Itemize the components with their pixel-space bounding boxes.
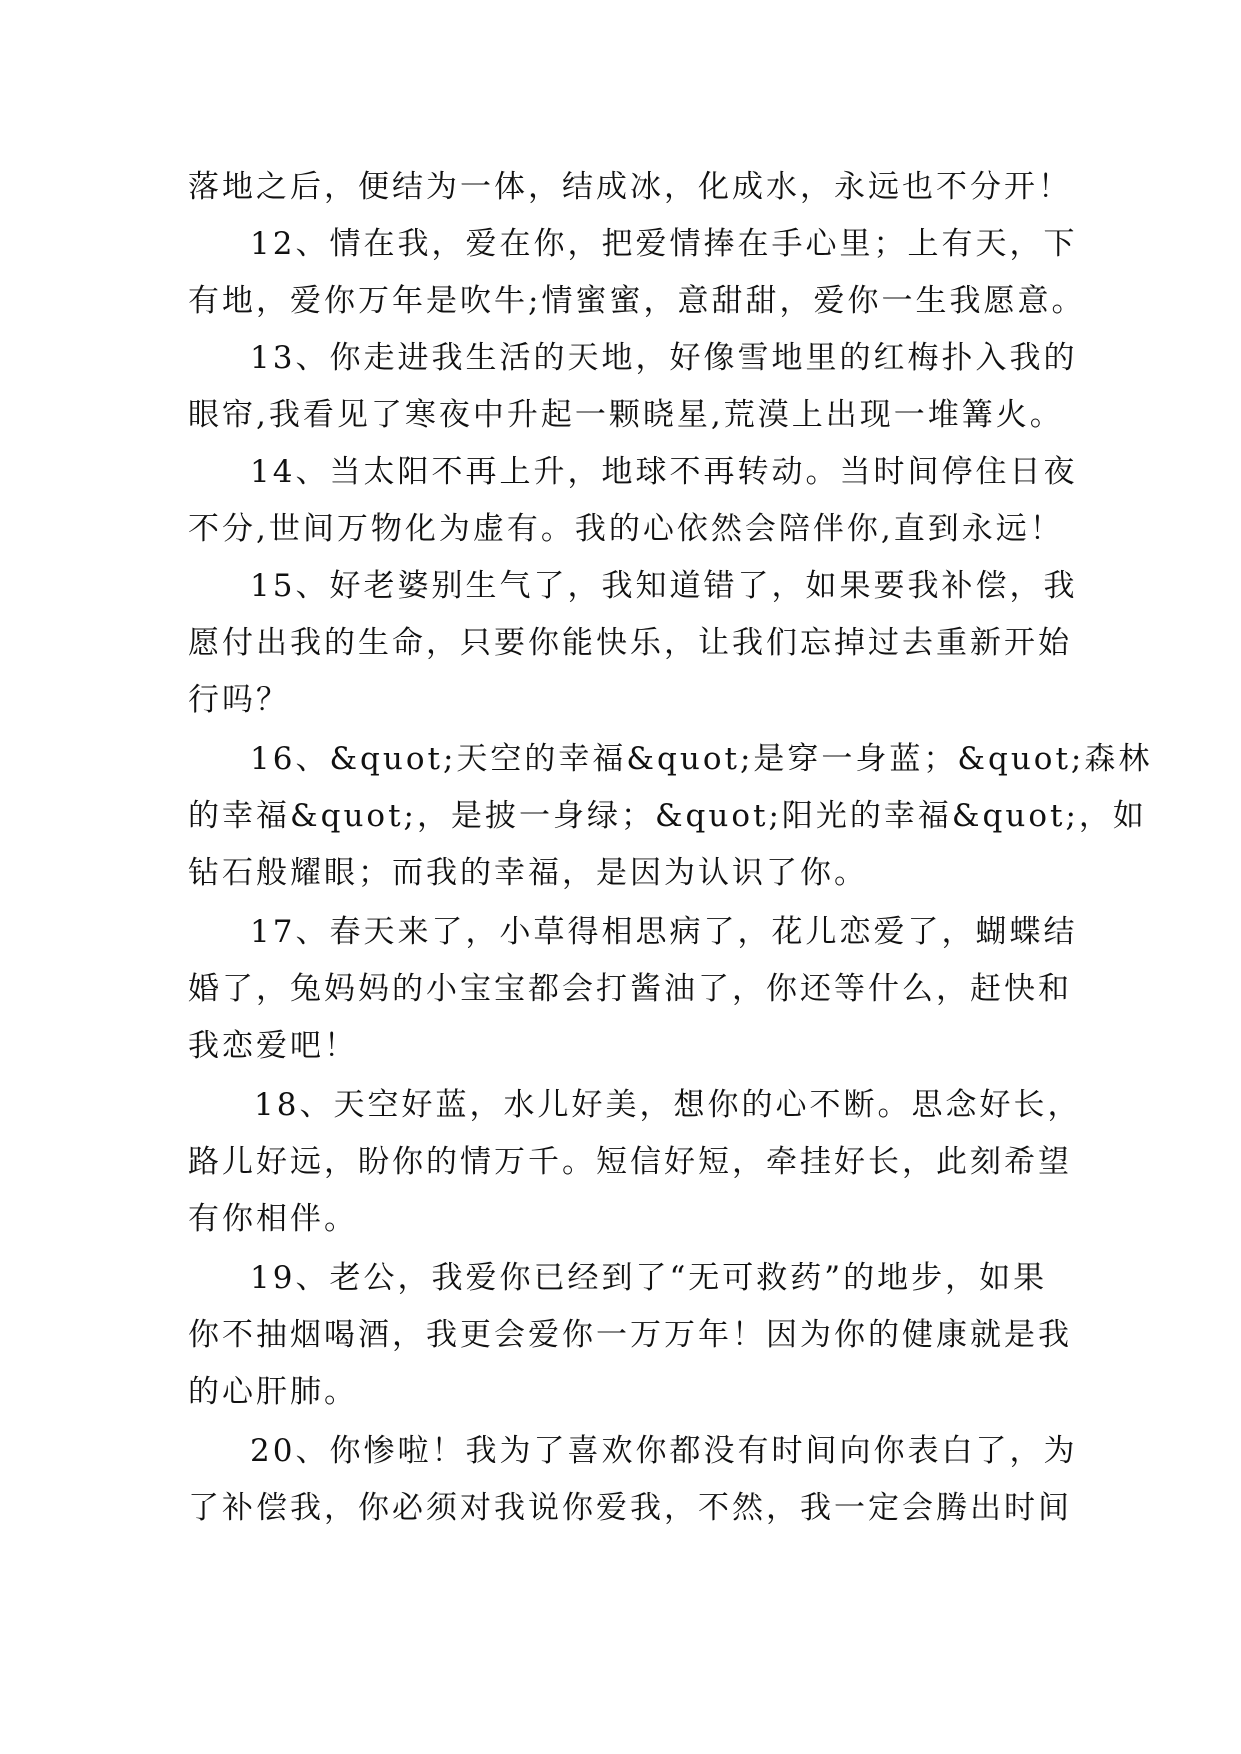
- text-line: 的心肝肺。: [188, 1374, 358, 1410]
- text-line: 不分,世间万物化为虚有。我的心依然会陪伴你,直到永远！: [188, 511, 1064, 547]
- text-line: 16、&quot;天空的幸福&quot;是穿一身蓝；&quot;森林: [250, 741, 1153, 777]
- text-line: 了补偿我，你必须对我说你爱我，不然，我一定会腾出时间: [188, 1490, 1072, 1526]
- text-line: 你不抽烟喝酒，我更会爱你一万万年！因为你的健康就是我: [188, 1317, 1072, 1353]
- text-line: 的幸福&quot;，是披一身绿；&quot;阳光的幸福&quot;，如: [188, 798, 1147, 834]
- text-line: 15、好老婆别生气了，我知道错了，如果要我补偿，我: [250, 568, 1078, 604]
- text-line: 行吗？: [188, 682, 290, 718]
- text-line: 眼帘,我看见了寒夜中升起一颗晓星,荒漠上出现一堆篝火。: [188, 397, 1064, 433]
- text-line: 20、你惨啦！我为了喜欢你都没有时间向你表白了，为: [250, 1433, 1078, 1469]
- text-line: 有地，爱你万年是吹牛;情蜜蜜，意甜甜，爱你一生我愿意。: [188, 283, 1086, 319]
- text-line: 12、情在我，爱在你，把爱情捧在手心里；上有天，下: [250, 226, 1078, 262]
- text-line: 我恋爱吧！: [188, 1028, 358, 1064]
- text-line: 14、当太阳不再上升，地球不再转动。当时间停住日夜: [250, 454, 1078, 490]
- text-line: 婚了，兔妈妈的小宝宝都会打酱油了，你还等什么，赶快和: [188, 971, 1072, 1007]
- text-line: 钻石般耀眼；而我的幸福，是因为认识了你。: [188, 855, 868, 891]
- text-line: 17、春天来了，小草得相思病了，花儿恋爱了，蝴蝶结: [250, 914, 1078, 950]
- text-line: 13、你走进我生活的天地，好像雪地里的红梅扑入我的: [250, 340, 1078, 376]
- text-line: 路儿好远，盼你的情万千。短信好短，牵挂好长，此刻希望: [188, 1144, 1072, 1180]
- text-line: 愿付出我的生命，只要你能快乐，让我们忘掉过去重新开始: [188, 625, 1072, 661]
- text-line: 有你相伴。: [188, 1201, 358, 1237]
- text-line: 落地之后，便结为一体，结成冰，化成水，永远也不分开！: [188, 169, 1072, 205]
- text-line: 19、老公，我爱你已经到了“无可救药”的地步，如果: [250, 1260, 1048, 1296]
- text-line: 18、天空好蓝，水儿好美，想你的心不断。思念好长，: [254, 1087, 1082, 1123]
